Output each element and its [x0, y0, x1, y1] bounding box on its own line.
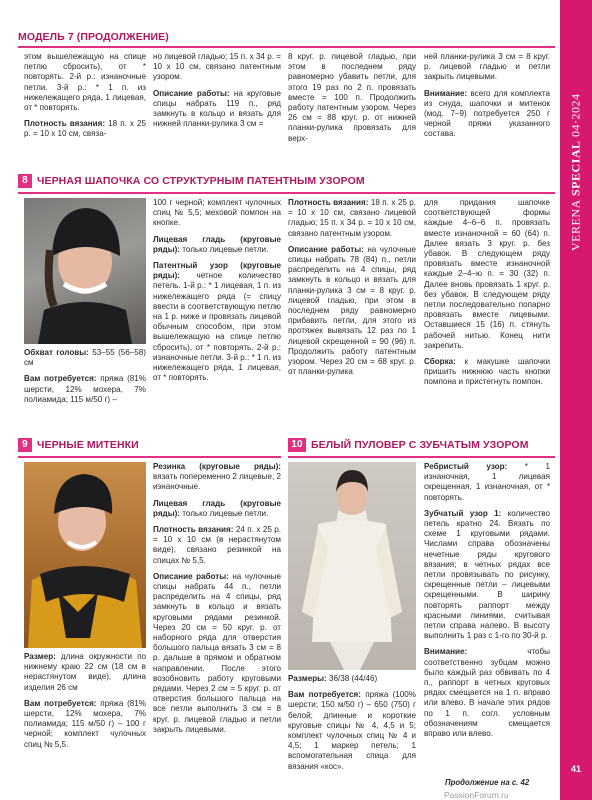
model7-col4	[424, 52, 550, 146]
model10-rule	[288, 456, 555, 458]
model8-col3	[288, 198, 416, 383]
model8-col4	[424, 198, 550, 394]
brand-label: VERENA	[568, 199, 583, 251]
model8-photo	[24, 198, 146, 344]
model9-photo	[24, 462, 146, 648]
model7-text1: этом вышележащую на спице петлю сбросить), от * повторять. 2-й р.: изнаночные петли. 3-й р.: * 1 п. из нижележащего ряда, 1 лицевая, от * повторять.	[24, 52, 146, 113]
model7-col3	[288, 52, 416, 150]
page-number: 41	[570, 764, 581, 774]
model8-number: 8	[18, 174, 32, 188]
model8-col2	[153, 198, 281, 389]
hat-model-illustration	[24, 198, 146, 344]
model8-text4b: Сборка: к макушке шапочки пришить нижнюю часть кнопки помпона и пристегнуть помпон.	[424, 357, 550, 387]
model8-rule	[18, 192, 555, 194]
model7-text2b: Описание работы: на круговые спицы набрать 119 п., ряд замкнуть в кольцо и вязать для нижней планки-рулика 3 см =	[153, 88, 281, 129]
model9-col2	[153, 462, 281, 741]
model10-header	[288, 436, 556, 454]
watermark: PassionForum.ru	[444, 790, 509, 800]
model10-col3	[288, 674, 416, 778]
model7-rule	[18, 46, 555, 48]
model7-text2: но лицевой гладью; 15 п. х 34 р. = 10 х 10 см, связано патентным узором.	[153, 52, 281, 82]
special-label: SPECIAL	[568, 140, 583, 196]
model10-text3: Вам потребуется: пряжа (100% шерсти; 150 м/50 г) – 650 (750) г белой; длинные и короткие круговые спицы № 4, 4,5 и 5; комплект чулочных спиц № 4 и 4,5; 1 маркер петель; 1 вспомогательная спица для вязания «кос».	[288, 690, 416, 771]
model10-text4: Ребристый узор: * 1 изнаночная, 1 лицевая скрещенная, 1 изнаночная, от * повторять.	[424, 462, 550, 502]
model8-title: ЧЕРНАЯ ШАПОЧКА СО СТРУКТУРНЫМ ПАТЕНТНЫМ УЗОРОМ	[37, 175, 365, 187]
model9-title: ЧЕРНЫЕ МИТЕНКИ	[37, 439, 139, 451]
mitten-model-illustration	[24, 462, 146, 648]
issue-label: 04·2024	[568, 93, 583, 137]
model7-text4b: Внимание: всего для комплекта из снуда, шапочки и митенок (мод. 7–9) потребуется 250 г черной пряжи указанного состава.	[424, 88, 550, 139]
model9-text2d: Описание работы: на чулочные спицы набрать 44 п., петли распределить на 4 спицы, ряд замкнуть в кольцо и вязать круговыми рядами резинкой. Через 20 см = 50 круг. р. от наборного ряда для отверстия большого пальца вязать 3 см = 8 р. дальше в прямом и обратном направлении. После этого возобновить работу круговыми рядами. Через 2 см = 5 круг. р. от отверстия большого пальца на все петли выполнить 3 см = 8 круг. р. лицевой гладью и петли закрыть лицевыми.	[153, 571, 281, 734]
model8-header	[18, 172, 558, 190]
model9-header	[18, 436, 278, 454]
model8-text3: Плотность вязания: 18 п. х 25 р. = 10 х 10 см, связано лицевой гладью; 15 п. х 34 р. = 10 х 10 см, связано патентным узором.	[288, 198, 417, 238]
model9-text2c: Плотность вязания: 24 п. х 25 р. = 10 х 10 см (в нерастянутом виде), связано резинкой на спицах № 5,5.	[153, 525, 282, 565]
sweater-model-illustration	[288, 462, 416, 670]
model9-text2b: Лицевая гладь (круговые ряды): только лицевые петли.	[153, 498, 281, 518]
model7-text4: ней планки-рулика 3 см = 8 круг. р. лицевой гладью и петли закрыть лицевыми.	[424, 52, 550, 82]
model8-text2: 100 г черной; комплект чулочных спиц № 5,5; меховой помпон на кнопке.	[153, 198, 281, 228]
side-tag-text	[565, 93, 587, 251]
model10-photo	[288, 462, 416, 670]
model9-size: Размер: длина окружности по нижнему краю 22 см (18 см в нерастянутом виде), длина изделия 26 см	[24, 652, 146, 692]
continued-note: Продолжение на с. 42	[445, 778, 530, 787]
model9-col1	[24, 652, 146, 756]
model7-text1b: Плотность вязания: 18 п. х 25 р. = 10 х 10 см, связа-	[24, 119, 146, 139]
model8-text2c: Патентный узор (круговые ряды): четное количество петель. 1-й р.: * 1 лицевая, 1 п. из нижележащего ряда (= спицу ввести в соответствующую петлю на 1 р. ниже и провязать лицевой обычным способом, при этом вышележащую на спице петлю сбросить), от * повторять. 2-й р.: изнаночные петли. 3-й р.: * 1 п. из нижележащего ряда, 1 лицевая, от * повторять.	[153, 261, 281, 383]
model10-text4c: Внимание: чтобы соответственно зубцам можно было каждый раз обвивать по 4 п., раппорт в четных круговых рядах смещается на 1 п. вправо или влево. В начале этих рядов по 1 п. согл. условным обозначениям смещается вправо или влево.	[424, 647, 550, 739]
model7-text3: 8 круг. р. лицевой гладью, при этом в последнем ряду равномерно убавить петли, для этого 19 раз по 2 п. провязать вместе = 100 п. Продолжить работу патентным узором. Через 26 см = 88 круг. р. от нижней планки-рулика провязать для верх-	[288, 52, 416, 143]
model9-number: 9	[18, 438, 32, 452]
model10-size: Размеры: 36/38 (44/46)	[288, 674, 378, 683]
model8-size: Обхват головы: 53–55 (56–58) см	[24, 348, 147, 368]
model10-title: БЕЛЫЙ ПУЛОВЕР С ЗУБЧАТЫМ УЗОРОМ	[311, 439, 529, 451]
model8-needs: Вам потребуется: пряжа (81% шерсти, 12% мохера, 7% полиамида; 115 м/50 г) –	[24, 374, 146, 404]
model9-text2: Резинка (круговые ряды): вязать попеременно 2 лицевые, 2 изнаночные.	[153, 462, 281, 492]
model10-number: 10	[288, 438, 306, 452]
model10-text4b: Зубчатый узор 1: количество петель кратно 24. Вязать по схеме 1 круговыми рядами. Числами справа обозначены нечетные ряды кругового вязания; в четных рядах все петли провязывать по рисунку, скрещенные петли – лицевыми скрещенными. В ширину повторять раппорт между красными линиями, считывая петли справа налево. В высоту выполнить 1 раз с 1-го по 30-й р.	[424, 508, 550, 641]
model8-text2b: Лицевая гладь (круговые ряды): только лицевые петли.	[153, 234, 281, 254]
model7-col1	[24, 52, 146, 146]
model8-text3b: Описание работы: на чулочные спицы набрать 78 (84) п., петли распределить на 4 спицы, ряд замкнуть в кольцо и вязать для планки-рулика 3 см = 8 круг. р. лицевой гладью, при этом в последнем ряду равномерно прибавить петли, для этого из протяжек вывязать 12 раз по 1 лицевой скрещенной = 90 (96) п. Продолжить работу патентным узором. Через 20 см = 68 круг. р. от планки-рулика	[288, 244, 416, 377]
model7-title: МОДЕЛЬ 7 (ПРОДОЛЖЕНИЕ)	[18, 31, 169, 43]
model9-rule	[18, 456, 281, 458]
model9-needs: Вам потребуется: пряжа (81% шерсти, 12% мохера, 7% полиамида; 115 м/50 г) – 100 г черной; комплект чулочных спиц № 5,5.	[24, 698, 146, 749]
model10-col4	[424, 462, 550, 745]
model8-col1	[24, 348, 146, 411]
model7-col2	[153, 52, 281, 135]
model7-header	[18, 28, 558, 46]
model8-text4: для придания шапочке соответствующей формы каждые 4–6–6 п. провязать вместе изнаночной = 60 (64) п. Далее вязать 3 круг. р. без убавок. В следующем ряду провязать вместе изнаночной каждые 2–4–ю п. = 30 (32) п. Далее вновь провязать 1 круг. р. без убавок. В следующем ряду петли последовательно попарно провязать вместе лицевыми. Оставшиеся 15 (16) п. стянуть рабочей нитью. Конец нити закрепить.	[424, 198, 550, 350]
